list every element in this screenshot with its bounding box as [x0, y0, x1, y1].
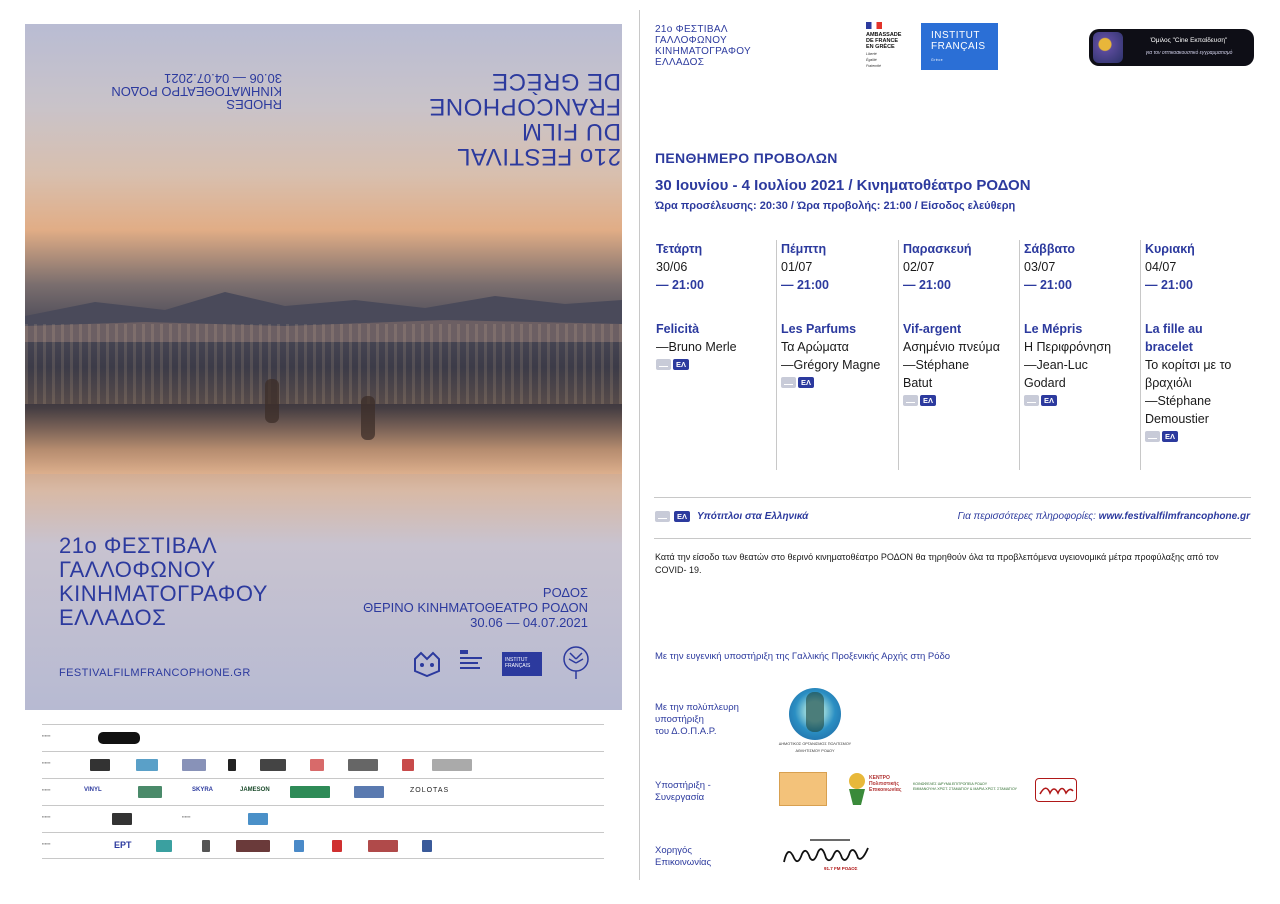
cine-title: Όμιλος "Cine Εκπαίδευση" — [1150, 37, 1228, 44]
dopar-caption: ΔΗΜΟΤΙΚΟΣ ΟΡΓΑΝΙΣΜΟΣ ΠΟΛΙΤΙΣΜΟΥ — [778, 742, 852, 746]
centre-line: Πολιτιστικής — [869, 781, 899, 787]
day-time: — 21:00 — [656, 278, 704, 292]
label-line: του Δ.Ο.Π.Α.Ρ. — [655, 726, 717, 737]
french-flag-icon — [866, 22, 882, 29]
venue-line: ΘΕΡΙΝΟ ΚΙΝΗΜΑΤΟΘΕΑΤΡΟ ΡΟΔΟΝ — [363, 600, 588, 615]
greek-badge: ΕΛ — [674, 511, 690, 522]
tree-logo-icon — [560, 645, 592, 683]
collab-logo-orange — [779, 772, 827, 806]
program-hours: Ώρα προσέλευσης: 20:30 / Ώρα προβολής: 21:00 / Είσοδος ελεύθερη — [655, 200, 1016, 212]
koinofeles-line: ΕΜΜΑΝΟΥΗΛ ΧΡΙΣΤ. ΣΤΑΜΑΤΙΟΥ & ΜΑΡΙΑ ΧΡΙΣΤ. ΣΤΑΜΑΤΙΟΥ — [913, 787, 1018, 791]
divider — [654, 497, 1251, 498]
day-time: — 21:00 — [781, 278, 829, 292]
vinyl-logo: VINYL — [84, 787, 102, 793]
film-title: Les Parfums — [781, 322, 857, 336]
ambassade-logo — [866, 22, 916, 68]
day-name: Πέμπτη — [781, 242, 827, 256]
day-name: Τετάρτη — [656, 242, 703, 256]
festival-poster — [25, 24, 622, 710]
sponsor-row — [42, 724, 604, 751]
film-line: —Stéphane — [1145, 394, 1212, 408]
film-title: bracelet — [1145, 340, 1193, 354]
subtitles-badge — [781, 377, 898, 388]
motto-line: Liberté — [866, 52, 877, 56]
more-info-label: Για περισσότερες πληροφορίες: — [957, 511, 1096, 522]
koinofeles-line: ΚΟΙΝΩΦΕΛΕΣ ΙΔΡΥΜΑ ΕΠΙΤΡΟΠΕΙΑ ΡΟΔΟΥ — [913, 782, 988, 786]
centre-line: Επικοινωνίας — [869, 787, 902, 793]
sponsor-logo — [228, 759, 236, 771]
day-time: — 21:00 — [1024, 278, 1072, 292]
flip-place-line: ΚΙΝΗΜΑΤΟΘΕΑΤΡΟ ΡΟΔΟΝ — [111, 84, 282, 99]
sponsor-logo — [98, 732, 140, 744]
institut-line: INSTITUT — [931, 30, 980, 41]
flip-title-line: 21ο FESTIVAL — [456, 143, 621, 170]
sponsor-logo — [332, 840, 342, 852]
dopar-logo — [760, 688, 870, 754]
zolotas-logo: ZOLOTAS — [410, 787, 450, 794]
radio-frequency: 91.7 FM ΡΟΔΟΣ — [824, 866, 858, 871]
film-line: Demoustier — [1145, 412, 1209, 426]
dopar-caption: ΑΘΛΗΤΙΣΜΟΥ ΡΟΔΟΥ — [795, 749, 835, 753]
row-label: ▪▪▪▪▪▪ — [42, 733, 51, 738]
ert-logo: ΕΡΤ — [114, 840, 132, 850]
film-title: Le Mépris — [1024, 322, 1083, 336]
film-line: —Bruno Merle — [656, 340, 737, 354]
dopar-figure — [806, 692, 824, 732]
film-line: Ασημένιο πνεύμα — [903, 340, 1000, 354]
venue-line: ΡΟΔΟΣ — [542, 585, 588, 600]
motto-line: Fraternité — [866, 64, 881, 68]
collaboration-label — [655, 780, 711, 804]
day-name: Σάββατο — [1024, 242, 1075, 256]
row-label: ▪▪▪▪▪▪ — [182, 814, 191, 819]
centre-emblem-icon — [845, 771, 869, 805]
label-line: Συνεργασία — [655, 792, 705, 803]
covid-notice: Κατά την είσοδο των θεατών στο θερινό κινηματοθέατρο ΡΟΔΟΝ θα τηρηθούν όλα τα προβλεπόμενα υγειονομικά μέτρα προφύλαξης από τον COVID- 19. — [655, 552, 1219, 575]
header-line: ΚΙΝΗΜΑΤΟΓΡΑΦΟΥ — [655, 46, 751, 57]
film-line: Godard — [1024, 376, 1066, 390]
film-title: Vif-argent — [903, 322, 962, 336]
ambassade-line: DE FRANCE — [866, 38, 899, 44]
more-info — [958, 511, 1250, 522]
sponsor-logo — [310, 759, 324, 771]
program-heading: ΠΕΝΘΗΜΕΡΟ ΠΡΟΒΟΛΩΝ — [655, 150, 838, 166]
poster-title-line: ΓΑΛΛΟΦΩΝΟΥ — [59, 557, 216, 582]
subtitles-icon — [1145, 431, 1160, 442]
film-title: Felicità — [656, 322, 700, 336]
institut-logo-small: INSTITUT FRANÇAIS — [502, 652, 542, 676]
sponsor-row — [42, 778, 604, 805]
festival-header — [655, 24, 751, 68]
festival-logo-icon — [412, 651, 442, 677]
sponsor-logo — [368, 840, 398, 852]
dopar-label — [655, 702, 739, 738]
row-label: ▪▪▪▪▪▪ — [42, 760, 51, 765]
sponsor-logo — [354, 786, 384, 798]
sponsor-logo — [112, 813, 132, 825]
sponsor-logo — [138, 786, 162, 798]
cine-ekpaidefsi-logo — [1089, 29, 1254, 66]
label-line: Υποστήριξη - — [655, 780, 711, 791]
flip-title-line: FRANCOPHONE — [428, 93, 621, 120]
poster-title-line: ΚΙΝΗΜΑΤΟΓΡΑΦΟΥ — [59, 581, 268, 606]
institut-sub: Grèce — [931, 58, 944, 62]
institut-francais-logo — [921, 23, 998, 70]
poster-website: FESTIVALFILMFRANCOPHONE.GR — [59, 667, 251, 679]
consular-support: Με την ευγενική υποστήριξη της Γαλλικής Προξενικής Αρχής στη Ρόδο — [655, 651, 951, 662]
day-date: 04/07 — [1145, 260, 1177, 274]
sponsor-logo — [294, 840, 304, 852]
subtitles-badge — [1145, 431, 1252, 442]
day-column — [652, 240, 776, 470]
city-lights — [25, 324, 622, 404]
film-title: La fille au — [1145, 322, 1203, 336]
row-label: ▪▪▪▪▪▪ — [42, 814, 51, 819]
sponsor-logo — [136, 759, 158, 771]
program-dates: 30 Ιουνίου - 4 Ιουλίου 2021 / Κινηματοθέατρο ΡΟΔΟΝ — [655, 177, 1031, 194]
divider — [654, 538, 1251, 539]
header-line: ΓΑΛΛΟΦΩΝΟΥ — [655, 35, 727, 46]
sponsor-logo — [260, 759, 286, 771]
subtitles-badge — [1024, 395, 1140, 406]
day-date: 03/07 — [1024, 260, 1056, 274]
sponsor-logo — [202, 840, 210, 852]
greek-badge: ΕΛ — [1162, 431, 1178, 442]
poster-title-line: ΕΛΛΑΔΟΣ — [59, 605, 167, 630]
subtitles-icon — [781, 377, 796, 388]
greek-badge: ΕΛ — [673, 359, 689, 370]
sponsor-logo — [348, 759, 378, 771]
page-divider — [639, 10, 640, 880]
radio-script-icon — [780, 836, 872, 870]
reflected-figure — [265, 379, 279, 423]
sponsor-strip — [42, 724, 604, 858]
flip-place-line: 30.06 — 04.07.2021 — [164, 71, 282, 86]
film-line: Τα Αρώματα — [781, 340, 849, 354]
day-column — [1019, 240, 1140, 470]
skyra-logo: SKYRA — [192, 787, 214, 793]
legend-text: Υπότιτλοι στα Ελληνικά — [697, 511, 809, 522]
row-label: ▪▪▪▪▪▪ — [42, 841, 51, 846]
subtitles-badge — [903, 395, 1019, 406]
day-date: 02/07 — [903, 260, 935, 274]
sponsor-logo — [432, 759, 472, 771]
film-line: Το κορίτσι με το — [1145, 358, 1232, 372]
reflected-figure — [361, 396, 375, 440]
day-column — [776, 240, 898, 470]
sponsor-logo — [90, 759, 110, 771]
ambassade-line: EN GRÈCE — [866, 44, 895, 50]
poster-flipped-title — [411, 69, 621, 169]
poster-logos — [412, 644, 592, 684]
greek-badge: ΕΛ — [798, 377, 814, 388]
sponsor-row — [42, 751, 604, 778]
flip-title-line: DE GRÈCE — [491, 68, 621, 95]
rhodes-script-logo — [1035, 778, 1077, 802]
cine-logo-image — [1093, 32, 1123, 63]
header-line: ΕΛΛΑΔΟΣ — [655, 57, 705, 68]
label-line: Χορηγός — [655, 845, 692, 856]
ambassade-logo-icon — [460, 650, 484, 678]
koinofeles-logo — [913, 782, 1019, 802]
flip-place-line: RHODES — [226, 97, 282, 112]
subtitles-icon — [903, 395, 918, 406]
day-date: 30/06 — [656, 260, 688, 274]
sponsor-logo — [156, 840, 172, 852]
sponsor-logo — [422, 840, 432, 852]
day-name: Κυριακή — [1145, 242, 1195, 256]
day-time: — 21:00 — [903, 278, 951, 292]
poster-venue — [328, 585, 588, 630]
media-sponsor-label — [655, 845, 711, 869]
poster-title-line: 21ο ΦΕΣΤΙΒΑΛ — [59, 533, 218, 558]
sponsor-logo — [248, 813, 268, 825]
sponsor-row — [42, 805, 604, 832]
motto-line: Égalité — [866, 58, 877, 62]
cultural-centre-logo — [845, 771, 902, 807]
film-line: Η Περιφρόνηση — [1024, 340, 1112, 354]
ambassade-line: AMBASSADE — [866, 32, 902, 38]
film-line: βραχιόλι — [1145, 376, 1192, 390]
sponsor-logo — [182, 759, 206, 771]
subtitles-icon — [1024, 395, 1039, 406]
jameson-logo: JAMESON — [240, 787, 270, 793]
day-column — [898, 240, 1019, 470]
subtitles-legend — [655, 511, 808, 522]
script-glyph-icon — [1036, 779, 1076, 801]
day-name: Παρασκευή — [903, 242, 972, 256]
row-label: ▪▪▪▪▪▪ — [42, 787, 51, 792]
centre-line: ΚΕΝΤΡΟ — [869, 775, 890, 781]
poster-flipped-place — [82, 72, 282, 111]
label-line: υποστήριξη — [655, 714, 704, 725]
radio-logo — [780, 836, 872, 878]
day-time: — 21:00 — [1145, 278, 1193, 292]
day-column — [1140, 240, 1252, 470]
flip-title-line: DU FILM — [521, 118, 621, 145]
film-line: —Grégory Magne — [781, 358, 881, 372]
screening-schedule — [652, 240, 1252, 470]
film-line: —Jean-Luc — [1024, 358, 1088, 372]
greek-badge: ΕΛ — [1041, 395, 1057, 406]
film-line: Batut — [903, 376, 933, 390]
institut-line: FRANÇAIS — [931, 41, 986, 52]
sponsor-logo — [402, 759, 414, 771]
water-reflection — [25, 404, 622, 474]
label-line: Με την πολύπλευρη — [655, 702, 739, 713]
label-line: Επικοινωνίας — [655, 857, 712, 868]
sponsor-logo — [290, 786, 330, 798]
subtitles-badge — [656, 359, 776, 370]
film-line: —Stéphane — [903, 358, 970, 372]
venue-line: 30.06 — 04.07.2021 — [470, 615, 588, 630]
sponsor-logo — [236, 840, 270, 852]
website-link[interactable]: www.festivalfilmfrancophone.gr — [1098, 511, 1250, 522]
subtitles-icon — [656, 359, 671, 370]
subtitles-icon — [655, 511, 670, 522]
day-date: 01/07 — [781, 260, 813, 274]
greek-badge: ΕΛ — [920, 395, 936, 406]
poster-title-greek — [59, 534, 359, 630]
cine-subtitle: για τον οπτικοακουστικό εγγραμματισμό — [1145, 50, 1233, 56]
header-line: 21ο ΦΕΣΤΙΒΑΛ — [655, 24, 728, 35]
dopar-emblem-icon — [789, 688, 841, 740]
sponsor-row — [42, 832, 604, 859]
